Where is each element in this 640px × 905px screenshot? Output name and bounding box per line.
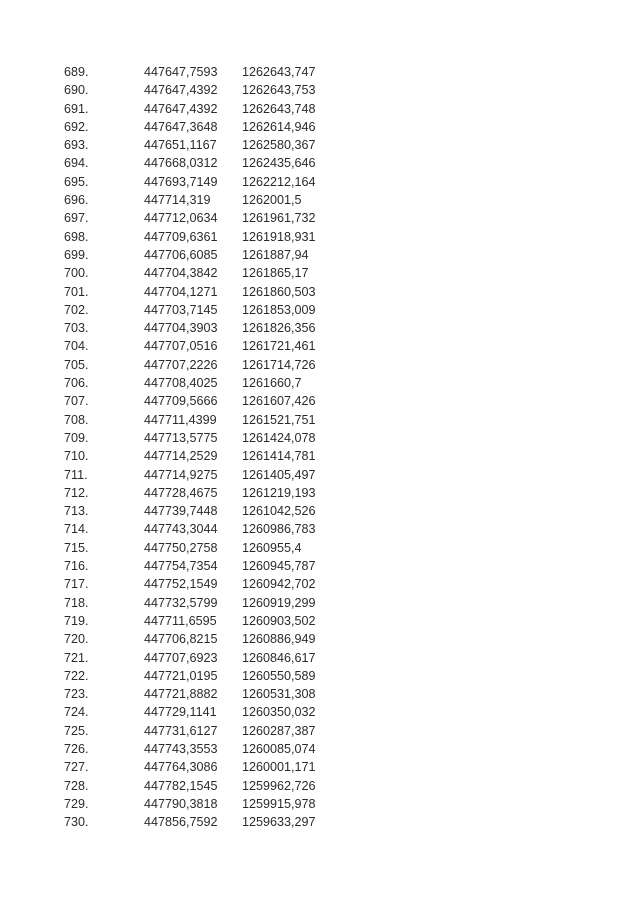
x-coordinate: 447651,1167 [144,138,217,153]
y-coordinate: 1260919,299 [242,595,316,610]
point-number: 693. [64,138,89,153]
x-coordinate: 447703,7145 [144,302,218,317]
table-row [64,795,342,813]
y-coordinate: 1260903,502 [242,613,316,628]
y-coordinate: 1260846,617 [242,650,316,665]
table-row [64,758,342,776]
table-row [64,740,342,758]
y-coordinate: 1261521,751 [242,412,316,427]
table-row [64,557,342,575]
y-coordinate: 1260001,171 [242,760,316,775]
point-number: 716. [64,559,89,574]
y-coordinate: 1262212,164 [242,174,316,189]
table-row [64,447,342,465]
x-coordinate: 447764,3086 [144,760,218,775]
x-coordinate: 447709,5666 [144,394,218,409]
table-row [64,539,342,557]
x-coordinate: 447704,1271 [144,284,218,299]
point-number: 698. [64,229,89,244]
y-coordinate: 1262435,646 [242,156,316,171]
point-number: 714. [64,522,89,537]
y-coordinate: 1260531,308 [242,687,316,702]
x-coordinate: 447750,2758 [144,540,218,555]
x-coordinate: 447713,5775 [144,430,218,445]
y-coordinate: 1261918,931 [242,229,316,244]
y-coordinate: 1261414,781 [242,449,316,464]
table-row [64,703,342,721]
point-number: 697. [64,211,89,226]
table-row [64,100,342,118]
x-coordinate: 447711,4399 [144,412,217,427]
point-number: 718. [64,595,89,610]
y-coordinate: 1262643,748 [242,101,316,116]
y-coordinate: 1261853,009 [242,302,316,317]
point-number: 708. [64,412,89,427]
x-coordinate: 447693,7149 [144,174,218,189]
point-number: 707. [64,394,89,409]
point-number: 728. [64,778,89,793]
x-coordinate: 447707,2226 [144,357,218,372]
point-number: 730. [64,815,89,830]
y-coordinate: 1261714,726 [242,357,316,372]
table-row [64,667,342,685]
point-number: 727. [64,760,89,775]
point-number: 723. [64,687,89,702]
x-coordinate: 447714,9275 [144,467,218,482]
y-coordinate: 1262580,367 [242,138,316,153]
x-coordinate: 447714,2529 [144,449,218,464]
x-coordinate: 447711,6595 [144,613,217,628]
table-row [64,813,342,831]
x-coordinate: 447856,7592 [144,815,218,830]
table-row [64,118,342,136]
x-coordinate: 447706,8215 [144,632,218,647]
y-coordinate: 1261042,526 [242,504,316,519]
y-coordinate: 1261860,503 [242,284,316,299]
table-row [64,466,342,484]
point-number: 689. [64,65,89,79]
point-number: 694. [64,156,89,171]
y-coordinate: 1261660,7 [242,376,302,391]
x-coordinate: 447707,6923 [144,650,218,665]
point-number: 713. [64,504,89,519]
x-coordinate: 447708,4025 [144,376,218,391]
y-coordinate: 1261424,078 [242,430,316,445]
x-coordinate: 447647,4392 [144,101,218,116]
point-number: 715. [64,540,89,555]
table-row [64,594,342,612]
x-coordinate: 447743,3553 [144,741,218,756]
x-coordinate: 447712,0634 [144,211,218,226]
table-row [64,520,342,538]
point-number: 722. [64,668,89,683]
table-row [64,228,342,246]
y-coordinate: 1261865,17 [242,266,309,281]
y-coordinate: 1260955,4 [242,540,302,555]
table-row [64,429,342,447]
x-coordinate: 447706,6085 [144,247,218,262]
table-row [64,649,342,667]
table-row [64,337,342,355]
x-coordinate: 447790,3818 [144,796,218,811]
x-coordinate: 447729,1141 [144,705,217,720]
point-number: 692. [64,119,89,134]
table-row [64,392,342,410]
x-coordinate: 447721,8882 [144,687,218,702]
y-coordinate: 1261405,497 [242,467,316,482]
y-coordinate: 1262614,946 [242,119,316,134]
table-row [64,356,342,374]
table-row [64,191,342,209]
point-number: 702. [64,302,89,317]
table-row [64,264,342,282]
table-row [64,502,342,520]
point-number: 690. [64,83,89,98]
table-row [64,136,342,154]
point-number: 699. [64,247,89,262]
x-coordinate: 447731,6127 [144,723,218,738]
table-row [64,301,342,319]
y-coordinate: 1259962,726 [242,778,316,793]
y-coordinate: 1260986,783 [242,522,316,537]
table-row [64,630,342,648]
table-row [64,246,342,264]
x-coordinate: 447668,0312 [144,156,218,171]
table-row [64,81,342,99]
y-coordinate: 1260287,387 [242,723,316,738]
y-coordinate: 1260085,074 [242,741,316,756]
x-coordinate: 447704,3903 [144,321,218,336]
y-coordinate: 1261826,356 [242,321,316,336]
table-row [64,685,342,703]
table-row [64,209,342,227]
y-coordinate: 1260886,949 [242,632,316,647]
x-coordinate: 447728,4675 [144,485,218,500]
x-coordinate: 447709,6361 [144,229,218,244]
table-row [64,722,342,740]
y-coordinate: 1261607,426 [242,394,316,409]
y-coordinate: 1262001,5 [242,193,302,208]
table-row [64,777,342,795]
y-coordinate: 1261219,193 [242,485,316,500]
table-row [64,575,342,593]
y-coordinate: 1260550,589 [242,668,316,683]
x-coordinate: 447754,7354 [144,559,218,574]
y-coordinate: 1261721,461 [242,339,316,354]
point-number: 729. [64,796,89,811]
table-row [64,484,342,502]
y-coordinate: 1260350,032 [242,705,316,720]
table-row [64,173,342,191]
point-number: 712. [64,485,89,500]
x-coordinate: 447707,0516 [144,339,218,354]
y-coordinate: 1259915,978 [242,796,316,811]
coordinate-table [64,63,342,831]
point-number: 717. [64,577,89,592]
point-number: 691. [64,101,89,116]
x-coordinate: 447647,4392 [144,83,218,98]
x-coordinate: 447782,1545 [144,778,218,793]
y-coordinate: 1262643,753 [242,83,316,98]
point-number: 703. [64,321,89,336]
y-coordinate: 1261961,732 [242,211,316,226]
x-coordinate: 447752,1549 [144,577,218,592]
y-coordinate: 1259633,297 [242,815,316,830]
x-coordinate: 447704,3842 [144,266,218,281]
point-number: 696. [64,193,89,208]
point-number: 710. [64,449,89,464]
point-number: 700. [64,266,89,281]
point-number: 719. [64,613,89,628]
x-coordinate: 447647,7593 [144,65,218,79]
point-number: 705. [64,357,89,372]
table-row [64,319,342,337]
point-number: 711. [64,467,88,482]
point-number: 701. [64,284,89,299]
table-row [64,283,342,301]
x-coordinate: 447732,5799 [144,595,218,610]
point-number: 724. [64,705,89,720]
point-number: 704. [64,339,89,354]
table-row [64,411,342,429]
table-row [64,63,342,81]
x-coordinate: 447721,0195 [144,668,218,683]
x-coordinate: 447647,3648 [144,119,218,134]
point-number: 695. [64,174,89,189]
x-coordinate: 447739,7448 [144,504,218,519]
y-coordinate: 1260942,702 [242,577,316,592]
point-number: 720. [64,632,89,647]
y-coordinate: 1262643,747 [242,65,316,79]
x-coordinate: 447743,3044 [144,522,218,537]
point-number: 725. [64,723,89,738]
y-coordinate: 1261887,94 [242,247,309,262]
point-number: 709. [64,430,89,445]
y-coordinate: 1260945,787 [242,559,316,574]
x-coordinate: 447714,319 [144,193,211,208]
table-row [64,154,342,172]
point-number: 706. [64,376,89,391]
point-number: 726. [64,741,89,756]
table-row [64,374,342,392]
table-row [64,612,342,630]
point-number: 721. [64,650,89,665]
